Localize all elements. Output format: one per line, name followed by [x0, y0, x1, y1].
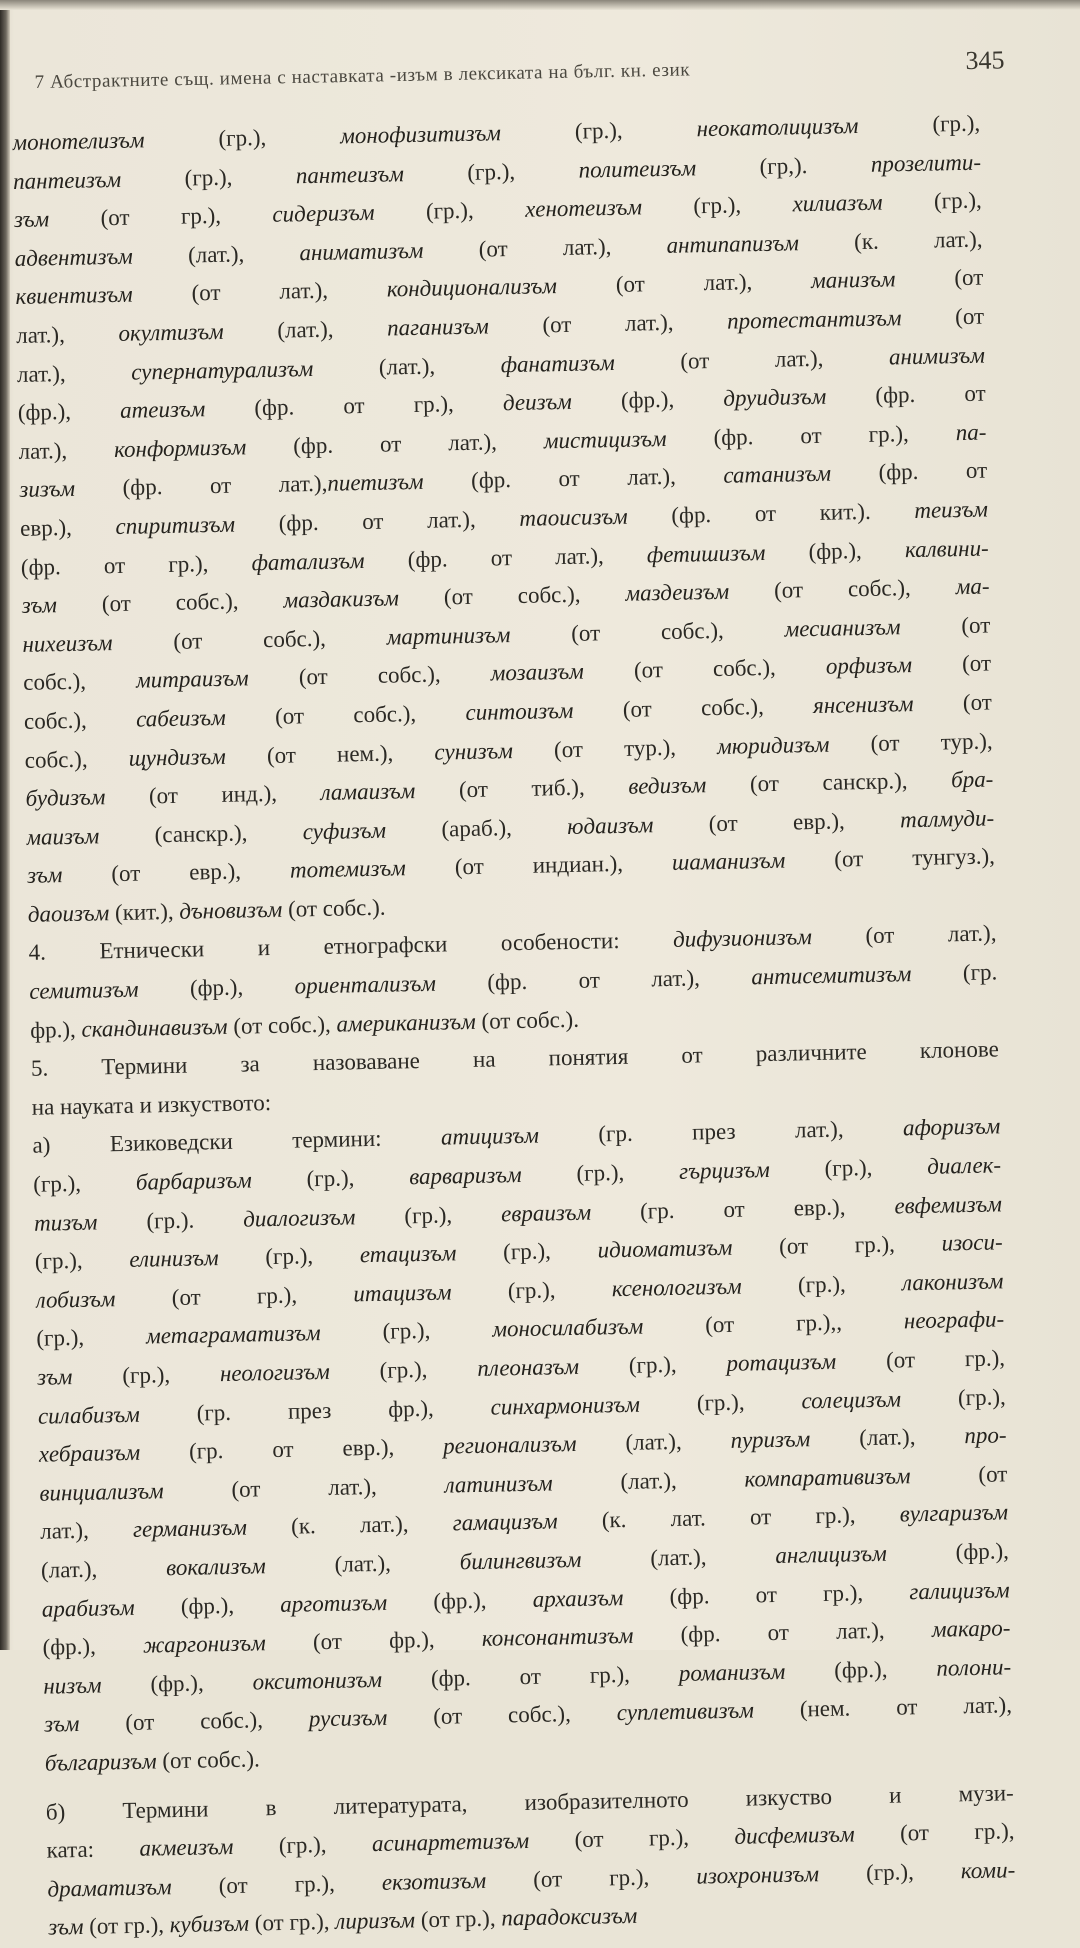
term-italic: калвини- — [904, 535, 989, 562]
top-edge-shadow — [0, 0, 1080, 10]
term-italic: окситонизъм — [252, 1666, 383, 1695]
text-run: а) Езиковедски термини: — [32, 1125, 442, 1159]
text-run: (фр.), — [765, 536, 906, 565]
text-run: (от — [901, 303, 985, 331]
text-run: (фр.), — [886, 1538, 1010, 1566]
term-italic: даоизъм — [27, 900, 110, 927]
text-run: (гр.), — [521, 1158, 680, 1188]
text-run: (гр. през лат.), — [538, 1115, 904, 1149]
term-italic: янсенизъм — [812, 690, 914, 718]
term-italic: неокатолицизъм — [696, 113, 859, 142]
text-run: (гр.), — [251, 1164, 410, 1193]
text-run: (от гр.),, — [642, 1308, 905, 1339]
term-italic: конформизъм — [113, 434, 247, 462]
term-italic: изохронизъм — [696, 1860, 820, 1889]
text-run: (фр. от гр.), — [20, 549, 252, 580]
text-run: (гр.), — [456, 1237, 598, 1266]
text-run: (фр. от кит.). — [627, 497, 915, 529]
text-run: лат.), — [15, 320, 119, 348]
term-italic: антипапизъм — [666, 230, 800, 258]
term-italic: англицизъм — [775, 1540, 888, 1568]
text-run: (гр.), — [355, 1201, 502, 1229]
term-italic: романизъм — [678, 1658, 786, 1686]
text-run: (от собс.), — [728, 574, 956, 604]
text-run: (к. лат.), — [798, 226, 983, 256]
text-run: собс.), — [22, 667, 137, 696]
term-italic: низъм — [43, 1672, 102, 1699]
term-italic: елинизъм — [129, 1245, 219, 1273]
text-run: (от собс.). — [156, 1746, 261, 1774]
text-run: (фр.), — [42, 1632, 144, 1660]
text-run: (гр.), — [320, 1317, 493, 1346]
term-italic: супернатурализъм — [130, 355, 314, 385]
paragraph-section-5b — [46, 1774, 1017, 1948]
text-run: (лат.), — [132, 240, 300, 269]
text-run: (фр. от лат.), — [74, 471, 328, 502]
term-italic: аниматизъм — [299, 237, 424, 266]
term-italic: арготизъм — [279, 1589, 388, 1617]
term-italic: варваризъм — [408, 1162, 522, 1190]
term-italic: вулгаризъм — [899, 1499, 1009, 1527]
text-run: (от санскр.), — [706, 767, 952, 798]
term-italic: моносилабизъм — [492, 1313, 644, 1343]
text-run: на науката и изкуството: — [31, 1089, 272, 1120]
text-run: (фр. от лат.), — [435, 964, 752, 996]
text-run: (фр. от гр.), — [204, 390, 504, 422]
term-italic: монофизитизъм — [339, 120, 502, 149]
term-italic: шаманизъм — [671, 847, 786, 876]
page-number: 345 — [965, 45, 1005, 76]
term-italic: бра- — [950, 766, 994, 793]
term-italic: етацизъм — [359, 1240, 457, 1268]
term-italic: юдаизъм — [566, 811, 654, 839]
term-italic: манизъм — [810, 266, 896, 294]
term-italic: дисфемизъм — [734, 1821, 855, 1849]
text-run: (санскр.), — [99, 818, 303, 849]
text-run: лат.), — [18, 436, 115, 464]
term-italic: зъм — [21, 592, 58, 619]
text-run: (гр.), — [882, 187, 982, 215]
term-italic: хилиазъм — [792, 189, 883, 217]
term-italic: орфизъм — [825, 652, 913, 680]
text-run: (от инд.), — [105, 780, 321, 810]
term-italic: американизъм — [336, 1008, 477, 1037]
text-run: (гр.), — [72, 1361, 221, 1390]
text-run: (от — [900, 612, 991, 639]
text-run: (лат.), — [313, 351, 501, 381]
term-italic: зизъм — [19, 476, 76, 503]
text-run: (гр.), — [639, 1388, 802, 1417]
text-run: лат.), — [40, 1517, 134, 1545]
paragraph-section-5a — [32, 1108, 1013, 1783]
term-italic: суфизъм — [302, 817, 387, 844]
text-run: (от гр.), — [528, 1823, 735, 1854]
text-run: (гр,). — [695, 151, 872, 180]
text-run: (фр. от гр.), — [623, 1578, 910, 1610]
term-italic: жаргонизъм — [142, 1630, 266, 1658]
term-italic: акмеизъм — [139, 1834, 234, 1861]
term-italic: германизъм — [132, 1514, 248, 1543]
term-italic: итацизъм — [353, 1279, 452, 1307]
text-run: (от лат.), — [556, 268, 812, 299]
term-italic: па- — [955, 419, 987, 445]
term-italic: силабизъм — [37, 1401, 141, 1429]
paragraph-religious-terms — [12, 105, 996, 935]
term-italic: зъм — [13, 206, 50, 233]
text-run: (к. лат.), — [246, 1510, 453, 1540]
term-italic: семитизъм — [29, 976, 139, 1004]
text-run: (гр.), — [218, 1242, 361, 1271]
text-run: (от собс.), — [398, 580, 626, 611]
text-run: (от индиан.), — [405, 850, 673, 881]
text-run: собс.), — [24, 745, 129, 773]
text-run: (от гр.), — [171, 1869, 383, 1899]
term-italic: барбаризъм — [135, 1167, 253, 1195]
term-italic: тизъм — [33, 1209, 98, 1236]
term-italic: пиетизъм — [327, 469, 424, 497]
text-run: (гр.), — [144, 123, 341, 153]
text-run: (фр. от лат.), — [423, 463, 724, 495]
text-run: (от гр.), — [115, 1281, 354, 1311]
text-run: (от тур.), — [829, 727, 993, 757]
text-run: (от евр.), — [653, 807, 901, 837]
term-italic: латинизъм — [444, 1470, 553, 1498]
text-run: (лат.), — [265, 1549, 460, 1579]
text-run: (лат.), — [223, 315, 388, 344]
text-run: (от нем.), — [225, 739, 435, 769]
term-italic: изоси- — [941, 1229, 1003, 1256]
text-run: (гр.), — [769, 1153, 928, 1183]
term-italic: галицизъм — [909, 1576, 1010, 1604]
term-italic: коми- — [960, 1856, 1016, 1884]
term-italic: плеоназъм — [477, 1353, 580, 1381]
term-italic: полони- — [936, 1654, 1012, 1681]
running-title: 7 Абстрактните същ. имена с наставката -изъм в лексиката на бълг. кн. език — [34, 59, 691, 93]
text-run: (от собс.). — [282, 894, 386, 922]
term-italic: архаизъм — [532, 1584, 624, 1612]
term-italic: атеизъм — [119, 396, 206, 424]
text-run: (от собс.), — [583, 654, 827, 684]
text-run: (фр. от — [826, 380, 986, 409]
text-run: (нем. от лат.), — [753, 1692, 1013, 1723]
term-italic: антисемитизъм — [751, 961, 912, 990]
term-italic: пуризъм — [730, 1426, 811, 1454]
text-run: (от гр.), — [83, 1912, 170, 1940]
term-italic: лобизъм — [35, 1285, 116, 1313]
term-italic: таоисизъм — [519, 503, 628, 531]
term-italic: мюридизъм — [716, 731, 830, 759]
term-italic: афоризъм — [902, 1113, 1001, 1141]
term-italic: будизъм — [25, 784, 106, 811]
term-italic: арабизъм — [41, 1594, 135, 1622]
text-run: (араб.), — [385, 813, 568, 843]
term-italic: зъм — [43, 1711, 80, 1738]
text-run: (от фр.), — [265, 1626, 483, 1656]
term-italic: компаративизъм — [744, 1463, 911, 1492]
text-run: (гр.), — [451, 1276, 613, 1305]
term-italic: ротацизъм — [726, 1348, 837, 1376]
term-italic: друидизъм — [723, 383, 827, 411]
term-italic: маздакизъм — [283, 585, 400, 613]
term-italic: пантеизъм — [12, 166, 122, 194]
term-italic: монотелизъм — [12, 127, 145, 155]
term-italic: зъм — [36, 1364, 73, 1390]
text-run: (гр.), — [641, 191, 793, 220]
text-run: (от лат.), — [614, 344, 890, 375]
text-run: (лат.), — [40, 1555, 167, 1583]
term-italic: суплетивизъм — [616, 1697, 755, 1726]
text-run: (от — [911, 650, 992, 678]
term-italic: сатанизъм — [723, 460, 832, 489]
term-italic: анимизъм — [888, 342, 986, 370]
term-italic: лиризъм — [335, 1907, 416, 1935]
term-italic: неологизъм — [219, 1358, 331, 1387]
term-italic: диалогизъм — [242, 1203, 356, 1232]
term-italic: екзотизъм — [381, 1867, 487, 1895]
text-run: (гр.), — [741, 1270, 903, 1299]
text-run: (от собс.), — [227, 1011, 337, 1039]
term-italic: хенотеизъм — [524, 194, 643, 222]
term-italic: парадоксизъм — [501, 1903, 638, 1931]
term-italic: маизъм — [26, 823, 100, 850]
text-run: (от гр.), — [732, 1230, 942, 1260]
term-italic: талмуди- — [899, 805, 995, 833]
text-run: (гр. от евр.), — [139, 1433, 444, 1465]
term-italic: билингвизъм — [459, 1546, 582, 1575]
term-italic: атицизъм — [440, 1123, 540, 1151]
term-italic: ведизъм — [628, 772, 707, 799]
text-run: (от собс.), — [248, 660, 491, 691]
term-italic: дъновизъм — [179, 896, 283, 924]
term-italic: теизъм — [914, 496, 989, 523]
text-run: лат.), — [16, 359, 132, 387]
term-italic: винциализъм — [39, 1478, 164, 1506]
page-header — [34, 29, 1035, 98]
text-run: (фр. от гр.), — [381, 1660, 680, 1692]
text-run: (от евр.), — [62, 857, 291, 888]
text-run: (от лат.), — [423, 232, 667, 263]
text-run: 4. Етнически и етнографски особености: — [28, 927, 674, 966]
term-italic: русизъм — [308, 1705, 388, 1732]
text-run: б) Термини в литературата, изобразителното изкуство и музи- — [45, 1779, 1014, 1825]
term-italic: сидеризъм — [272, 199, 375, 227]
text-run: (гр.), — [818, 1858, 962, 1886]
term-italic: идиоматизъм — [597, 1234, 733, 1263]
term-italic: кубизъм — [169, 1910, 250, 1938]
text-run: (фр.), — [138, 973, 295, 1002]
text-run: (фр. от лат.), — [633, 1617, 933, 1648]
term-italic: политеизъм — [578, 154, 697, 183]
text-run: (от собс.), — [387, 1700, 617, 1731]
text-run: (от — [910, 1461, 1008, 1489]
term-italic: дифузионизъм — [672, 924, 813, 953]
term-italic: зъм — [26, 862, 63, 889]
text-run: (от лат.), — [488, 308, 728, 339]
term-italic: мистицизъм — [543, 425, 667, 454]
text-run: ката: — [46, 1835, 140, 1863]
text-run: (гр.), — [858, 110, 981, 139]
text-run: (от гр.), — [835, 1345, 1006, 1374]
text-run: (фр.), — [101, 1669, 253, 1698]
text-run: (фр.), — [785, 1655, 937, 1684]
term-italic: регионализъм — [442, 1431, 577, 1459]
text-run: (гр.), — [500, 116, 697, 146]
text-run: (от тунгуз.), — [785, 843, 996, 873]
term-italic: фанатизъм — [500, 349, 616, 377]
term-italic: зъм — [47, 1914, 84, 1940]
text-run: (лат.), — [810, 1423, 965, 1452]
term-italic: ксенологизъм — [611, 1273, 742, 1302]
text-run: (гр. — [911, 959, 998, 987]
term-italic: квиентизъм — [15, 281, 133, 310]
term-italic: гамацизъм — [452, 1508, 558, 1536]
text-run: (от гр.), — [414, 1905, 502, 1933]
term-italic: окултизъм — [118, 318, 224, 346]
text-run: (фр. от лат.), — [245, 428, 545, 460]
term-italic: щундизъм — [128, 743, 227, 771]
term-italic: деизъм — [502, 388, 573, 416]
term-italic: синтоизъм — [465, 697, 574, 725]
text-run: (фр.), — [134, 1591, 281, 1620]
term-italic: ма- — [955, 573, 990, 600]
text-run: (от собс.). — [475, 1006, 580, 1034]
text-run: (от собс.), — [573, 692, 814, 723]
term-italic: митраизъм — [135, 665, 249, 693]
term-italic: асинартетизъм — [371, 1828, 530, 1857]
term-italic: драматизъм — [47, 1873, 172, 1902]
term-italic: консонантизъм — [481, 1622, 634, 1652]
text-run: фр.), — [29, 1016, 82, 1043]
text-run: (гр.), — [374, 196, 526, 225]
text-run: (лат.), — [552, 1466, 745, 1496]
term-italic: неографи- — [903, 1306, 1005, 1334]
text-run: (от лат.), — [163, 1472, 445, 1504]
term-italic: кондиционализъм — [386, 273, 558, 302]
text-run: (от собс.), — [56, 587, 284, 618]
text-run: (фр.), — [571, 385, 724, 414]
term-italic: сунизъм — [434, 737, 514, 765]
text-run: (гр.), — [120, 162, 297, 192]
text-run: (лат.), — [576, 1428, 731, 1457]
term-italic: българизъм — [44, 1748, 157, 1776]
paragraph-section-4 — [28, 915, 998, 1050]
text-run: (лат.), — [581, 1542, 776, 1572]
text-run: (гр.), — [578, 1350, 727, 1379]
term-italic: метаграматизъм — [145, 1320, 321, 1349]
term-italic: диалек- — [926, 1152, 1002, 1179]
term-italic: тотемизъм — [289, 855, 407, 883]
text-run: (от лат.), — [811, 920, 997, 950]
text-run: (гр.), — [900, 1383, 1006, 1412]
term-italic: адвентизъм — [14, 243, 134, 271]
term-italic: прозелити- — [870, 149, 982, 177]
text-run: (от гр.), — [248, 1909, 336, 1936]
text-run: евр.), — [19, 513, 116, 541]
text-run: (от — [895, 264, 984, 292]
text-run: (от гр.), — [48, 201, 273, 232]
text-run: (от собс.), — [510, 616, 785, 647]
term-italic: нихеизъм — [22, 629, 113, 657]
text-run: (к. лат. от гр.), — [557, 1501, 900, 1534]
term-italic: сабеизъм — [135, 704, 227, 732]
term-italic: про- — [964, 1422, 1007, 1449]
term-italic: гърцизъм — [678, 1157, 771, 1184]
term-italic: лаконизъм — [901, 1268, 1004, 1296]
term-italic: солецизъм — [801, 1386, 902, 1414]
text-run: (фр.), — [386, 1586, 533, 1615]
term-italic: пантеизъм — [295, 160, 405, 188]
text-run: (от гр.), — [485, 1863, 697, 1893]
text-run: (гр.), — [233, 1831, 373, 1860]
text-run: собс.), — [23, 706, 137, 734]
term-italic: мартинизъм — [386, 621, 511, 650]
term-italic: ориентализъм — [294, 970, 437, 999]
text-run: (от собс.), — [79, 1706, 310, 1737]
term-italic: мозаизъм — [490, 658, 585, 686]
text-run: (от — [913, 689, 993, 716]
text-run: (гр.). — [97, 1206, 244, 1235]
text-run: (от собс.), — [225, 699, 466, 730]
text-run: (от гр.), — [854, 1818, 1015, 1847]
text-run: (фр. от лат.), — [234, 505, 520, 537]
term-italic: вокализъм — [165, 1553, 267, 1581]
body-text — [12, 105, 1016, 1948]
term-italic: ламаизъм — [320, 778, 416, 806]
term-italic: евраизъм — [500, 1199, 592, 1227]
text-run: 5. Термини за назоваване на понятия от различните клонове — [30, 1036, 1000, 1082]
term-italic: евфемизъм — [894, 1190, 1003, 1219]
text-run: (от собс.), — [112, 624, 387, 655]
text-run: (от тур.), — [512, 733, 718, 763]
text-run: (гр.), — [34, 1247, 130, 1274]
text-run: (гр.), — [33, 1169, 137, 1197]
text-run: (гр. през фр.), — [139, 1394, 491, 1427]
book-spine-shadow — [0, 0, 10, 1650]
text-run: (гр. от евр.), — [590, 1193, 895, 1225]
term-italic: месианизъм — [784, 613, 901, 642]
term-italic: макаро- — [931, 1615, 1011, 1642]
term-italic: протестантизъм — [726, 305, 902, 334]
text-run: (фр. от — [830, 457, 988, 486]
text-run: (гр.), — [36, 1323, 147, 1352]
term-italic: синхармонизъм — [490, 1391, 641, 1420]
term-italic: фетишизъм — [646, 539, 766, 567]
text-run: (гр.), — [329, 1355, 478, 1384]
term-italic: хебраизъм — [38, 1439, 141, 1467]
term-italic: спиритизъм — [115, 511, 236, 539]
text-run: (кит.), — [109, 898, 180, 926]
term-italic: скандинавизъм — [81, 1013, 228, 1042]
text-run: (фр.), — [17, 398, 121, 426]
term-italic: маздеизъм — [625, 578, 730, 606]
term-italic: фатализъм — [251, 547, 365, 575]
term-italic: паганизъм — [386, 313, 490, 341]
text-run: (фр. от лат.), — [364, 541, 648, 573]
text-run: (гр.), — [403, 157, 579, 186]
text-run: (фр. от гр.), — [666, 419, 956, 451]
text-run: (от тиб.), — [415, 773, 629, 804]
text-run: (от лат.), — [132, 276, 388, 307]
